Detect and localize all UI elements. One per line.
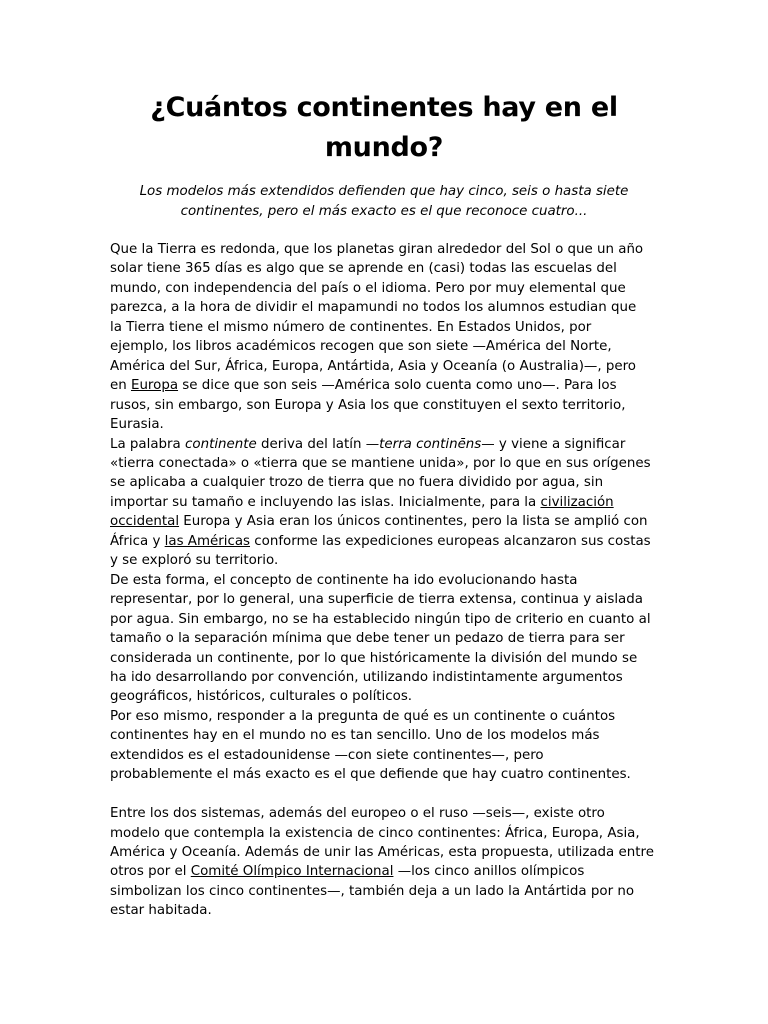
text-segment: África y [110,533,165,549]
paragraph-5 [110,804,670,921]
text-line: Entre los dos sistemas, además del europeo o el ruso —seis—, existe otro [110,806,605,822]
text-line: probablemente el más exacto es el que defiende que hay cuatro continentes. [110,767,631,783]
paragraph-spacer [110,785,670,804]
text-line: solar tiene 365 días es algo que se aprende en (casi) todas las escuelas del [110,261,617,277]
text-line: mundo, con independencia del país o el idioma. Pero por muy elemental que [110,280,626,296]
italic-term: terra continēns [379,436,482,452]
italic-term: continente [185,436,257,452]
text-segment: —los cinco anillos olímpicos [393,864,585,880]
text-segment: — y viene a significar [481,436,626,452]
text-line: la Tierra tiene el mismo número de continentes. En Estados Unidos, por [110,319,592,335]
text-line: simbolizan los cinco continentes—, también deja a un lado la Antártida por no [110,883,635,899]
paragraph-1 [110,240,670,435]
civilizacion-occidental-link[interactable]: occidental [110,514,180,530]
paragraph-3 [110,571,670,707]
page-title [110,88,658,168]
subtitle-line: Los modelos más extendidos defienden que hay cinco, seis o hasta siete [139,184,629,199]
title-line: mundo? [324,132,444,163]
text-line: rusos, sin embargo, son Europa y Asia los que constituyen el sexto territorio, [110,397,626,413]
text-line: continentes hay en el mundo no es tan sencillo. Uno de los modelos más [110,728,600,744]
text-line: América del Sur, África, Europa, Antártida, Asia y Oceanía (o Australia)—, pero [110,358,636,374]
text-segment: importar su tamaño e incluyendo las islas. Inicialmente, para la [110,494,541,510]
text-segment: Europa y Asia eran los únicos continentes, pero la lista se amplió con [179,514,648,530]
text-line: y se exploró su territorio. [110,553,279,569]
text-line: se aplicaba a cualquier trozo de tierra que no fuera dividido por agua, sin [110,475,604,491]
text-line [110,376,670,395]
text-line: Por eso mismo, responder a la pregunta de qué es un continente o cuántos [110,708,616,724]
paragraph-4 [110,707,670,785]
text-line: tamaño o la separación mínima que debe tener un pedazo de tierra para ser [110,631,625,647]
text-line [110,532,670,551]
comite-olimpico-link[interactable]: Comité Olímpico Internacional [190,864,394,880]
article-body [110,240,670,921]
text-segment: en [110,378,131,394]
text-line: Que la Tierra es redonda, que los planetas giran alrededor del Sol o que un año [110,242,644,257]
text-line [110,435,670,454]
text-line: estar habitada. [110,903,212,919]
text-line: «tierra conectada» o «tierra que se mantiene unida», por lo que en sus orígenes [110,455,651,471]
text-line: considerada un continente, por lo que históricamente la división del mundo se [110,650,638,666]
text-line [110,493,670,512]
text-segment: se dice que son seis —América solo cuenta como uno—. Para los [178,378,617,394]
text-line: extendidos es el estadounidense —con siete continentes—, pero [110,747,544,763]
text-line: América y Oceanía. Además de unir las Américas, esta propuesta, utilizada entre [110,845,654,861]
paragraph-2 [110,435,670,571]
text-line [110,862,670,881]
text-line [110,512,670,531]
text-line: por agua. Sin embargo, no se ha establecido ningún tipo de criterio en cuanto al [110,611,651,627]
text-line: De esta forma, el concepto de continente ha ido evolucionando hasta [110,572,578,588]
text-segment: conforme las expediciones europeas alcanzaron sus costas [250,533,651,549]
europa-link[interactable]: Europa [130,378,179,394]
subtitle-line: continentes, pero el más exacto es el que reconoce cuatro... [180,203,588,219]
text-segment: deriva del latín — [256,436,380,452]
text-line: ejemplo, los libros académicos recogen que son siete —América del Norte, [110,339,612,355]
title-line: ¿Cuántos continentes hay en el [150,92,618,123]
civilizacion-occidental-link[interactable]: civilización [540,494,614,510]
text-line: ha ido desarrollando por convención, utilizando indistintamente argumentos [110,669,623,685]
text-line: representar, por lo general, una superficie de tierra extensa, continua y aislada [110,592,643,608]
text-segment: otros por el [110,864,191,880]
text-line: geográficos, históricos, culturales o políticos. [110,689,413,705]
text-line: modelo que contempla la existencia de cinco continentes: África, Europa, Asia, [110,825,640,841]
las-americas-link[interactable]: las Américas [164,533,251,549]
text-line: Eurasia. [110,417,164,433]
subtitle [110,182,658,221]
text-line: parezca, a la hora de dividir el mapamundi no todos los alumnos estudian que [110,300,637,316]
text-segment: La palabra [110,436,186,452]
